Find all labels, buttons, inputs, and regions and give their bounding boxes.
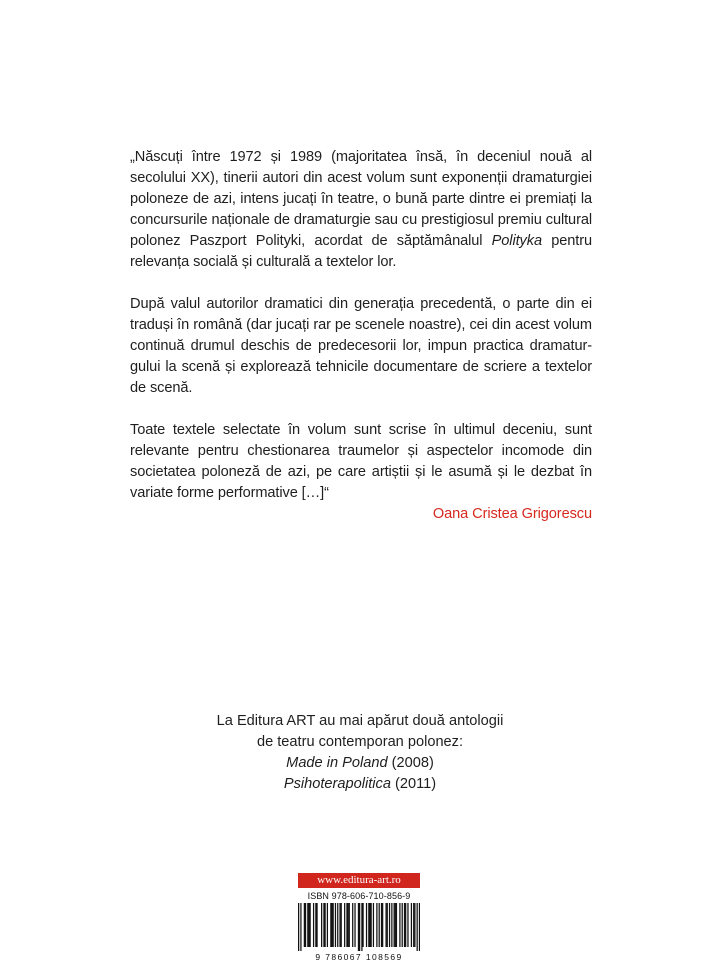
book-2-title: Psihoterapolitica (283, 776, 391, 792)
publisher-info (140, 711, 580, 795)
quote-paragraph-3 (130, 420, 592, 504)
quote-block (130, 147, 592, 525)
barcode-digits: 9 786067 108569 (315, 952, 403, 962)
book-1-title: Made in Poland (286, 755, 388, 771)
barcode-icon (298, 903, 420, 951)
quote-author: Oana Cristea Grigorescu (432, 506, 592, 522)
quote-paragraph-2 (130, 294, 592, 399)
info-line-1: La Editura ART au mai apărut două antologii (216, 713, 504, 729)
book-1-year: (2008) (387, 755, 434, 771)
quote-paragraph-1 (130, 147, 592, 273)
info-line-2: de teatru contemporan polonez: (256, 734, 464, 750)
magazine-title: Polityka (491, 233, 542, 249)
quote-paragraph-1-text-b: pentru relevanța socială și culturală a textelor lor. (130, 233, 592, 270)
isbn-number: ISBN 978-606-710-856-9 (307, 891, 411, 901)
info-book-1 (140, 753, 580, 774)
book-2-year: (2011) (390, 776, 437, 792)
quote-paragraph-3-text: Toate textele selectate în volum sunt scrise în ultimul deceniu, sunt relevante pentru chestionarea traumelor și aspectelor incomode din societatea poloneză de azi, pe care artiștii și le asumă și le dezbat în variate forme performative […]“ (130, 422, 592, 501)
quote-paragraph-2-text: După valul autorilor dramatici din generația precedentă, o parte din ei traduși în română (dar jucați rar pe scenele noastre), cei din acest volum continuă drumul deschis de predecesorii lor, impun practica dramatur-gului la scenă și explorează tehnicile documentare de scriere a textelor de scenă. (130, 296, 592, 396)
info-book-2 (140, 774, 580, 795)
barcode-block (298, 873, 420, 962)
publisher-url: www.editura-art.ro (298, 873, 420, 888)
quote-paragraph-1-text-a: „Născuți între 1972 și 1989 (majoritatea însă, în deceniul nouă al secolului XX), tinerii autori din acest volum sunt exponenții dramaturgiei poloneze de azi, intens jucați în teatre, o bună parte dintre ei premiați la concursurile naționale de dramaturgie sau cu prestigiosul premiu cultural polonez Paszport Polityki, acordat de săptămânalul (130, 149, 592, 249)
